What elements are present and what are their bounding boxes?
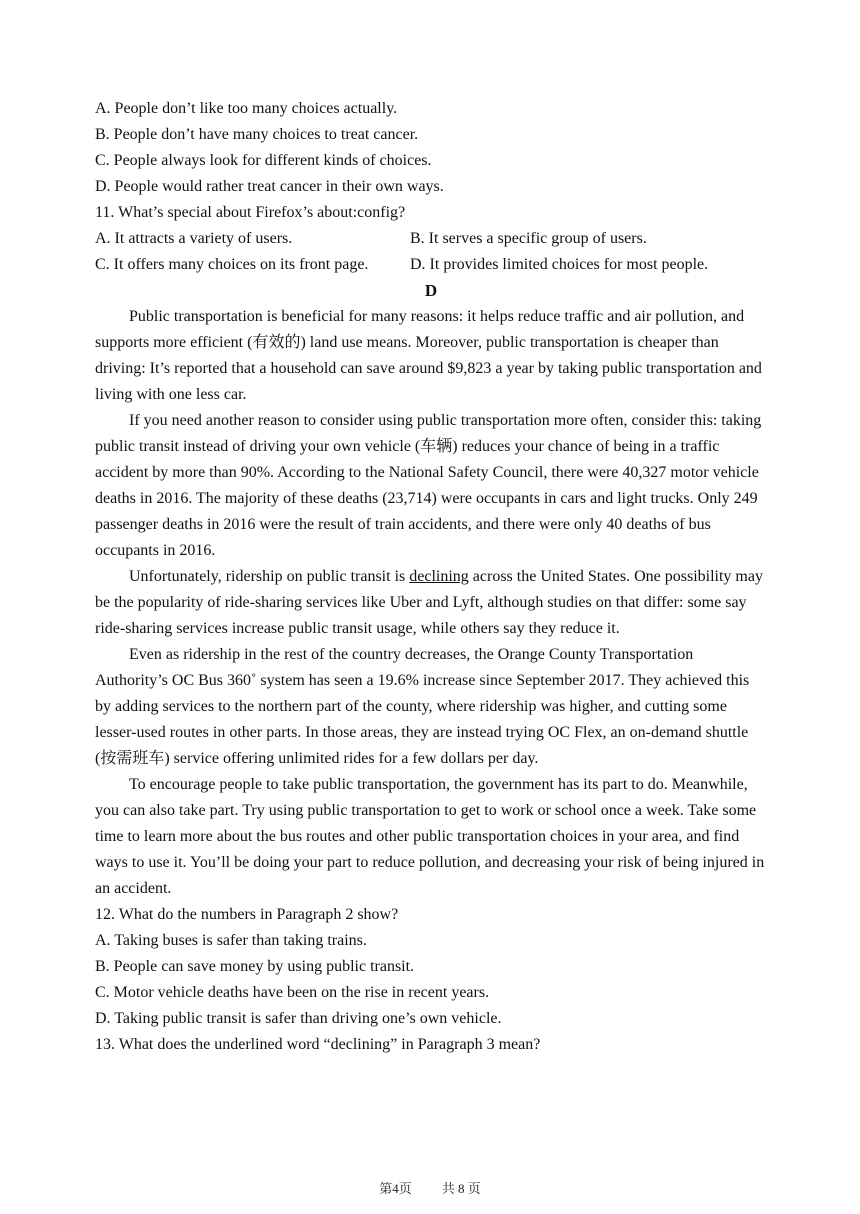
- q12-stem: 12. What do the numbers in Paragraph 2 show?: [95, 906, 399, 923]
- q10-option-c: C. People always look for different kinds of choices.: [95, 152, 432, 169]
- page-footer: [0, 1178, 860, 1197]
- page-total: 共 8 页: [441, 1181, 481, 1196]
- passage-paragraph-2: If you need another reason to consider using public transportation more often, consider this: taking public transit instead of driving your own vehicle (车辆) reduces your chance of being in a traffic accident by more than 90%. According to the National Safety Council, there were 40,327 motor vehicle deaths in 2016. The majority of these deaths (23,714) were occupants in cars and light trucks. Only 249 passenger deaths in 2016 were the result of train accidents, and there were only 40 deaths of bus occupants in 2016.: [95, 412, 762, 559]
- q11-options-row-2: [95, 252, 767, 278]
- q13-stem: 13. What does the underlined word “declining” in Paragraph 3 mean?: [95, 1036, 541, 1053]
- q12-option-c: C. Motor vehicle deaths have been on the rise in recent years.: [95, 984, 490, 1001]
- passage-paragraph-3: [95, 564, 767, 642]
- page-number: 第4页: [379, 1181, 412, 1196]
- document-page: [95, 96, 767, 1058]
- q12-option-d: D. Taking public transit is safer than driving one’s own vehicle.: [95, 1010, 502, 1027]
- q12-option-a: A. Taking buses is safer than taking trains.: [95, 932, 367, 949]
- q11-option-c: C. It offers many choices on its front page.: [95, 256, 369, 273]
- q12-option-b: B. People can save money by using public transit.: [95, 958, 415, 975]
- section-heading: D: [424, 281, 438, 300]
- passage-paragraph-1: Public transportation is beneficial for many reasons: it helps reduce traffic and air pollution, and supports more efficient (有效的) land use means. Moreover, public transportation is cheaper than driving: It’s reported that a household can save around $9,823 a year by taking public transportation and living with one less car.: [95, 308, 762, 403]
- underlined-word: declining: [409, 568, 469, 585]
- passage-paragraph-4: Even as ridership in the rest of the country decreases, the Orange County Transportation Authority’s OC Bus 360˚ system has seen a 19.6% increase since September 2017. They achieved this by adding services to the northern part of the county, where ridership was higher, and cutting some lesser-used routes in other parts. In those areas, they are instead trying OC Flex, an on-demand shuttle (按需班车) service offering unlimited rides for a few dollars per day.: [95, 646, 750, 767]
- paragraph-3-lead: Unfortunately, ridership on public transit is: [129, 568, 410, 585]
- q11-options-row-1: [95, 226, 767, 252]
- q11-option-b: B. It serves a specific group of users.: [410, 230, 647, 247]
- paragraph-3-rest: across the United States. One possibility may be the popularity of ride-sharing services like Uber and Lyft, although studies on that differ: some say ride-sharing services increase public transit usage, while others say they reduce it.: [95, 568, 763, 637]
- q11-option-d: D. It provides limited choices for most people.: [410, 256, 709, 273]
- passage-paragraph-5: To encourage people to take public transportation, the government has its part to do. Meanwhile, you can also take part. Try using public transportation to get to work or school once a week. Take some time to learn more about the bus routes and other public transportation choices in your area, and find ways to use it. You’ll be doing your part to reduce pollution, and decreasing your risk of being injured in an accident.: [95, 776, 765, 897]
- q10-option-b: B. People don’t have many choices to treat cancer.: [95, 126, 419, 143]
- q11-stem: 11. What’s special about Firefox’s about:config?: [95, 204, 406, 221]
- q11-option-a: A. It attracts a variety of users.: [95, 230, 293, 247]
- q10-option-a: A. People don’t like too many choices actually.: [95, 100, 398, 117]
- q10-option-d: D. People would rather treat cancer in their own ways.: [95, 178, 444, 195]
